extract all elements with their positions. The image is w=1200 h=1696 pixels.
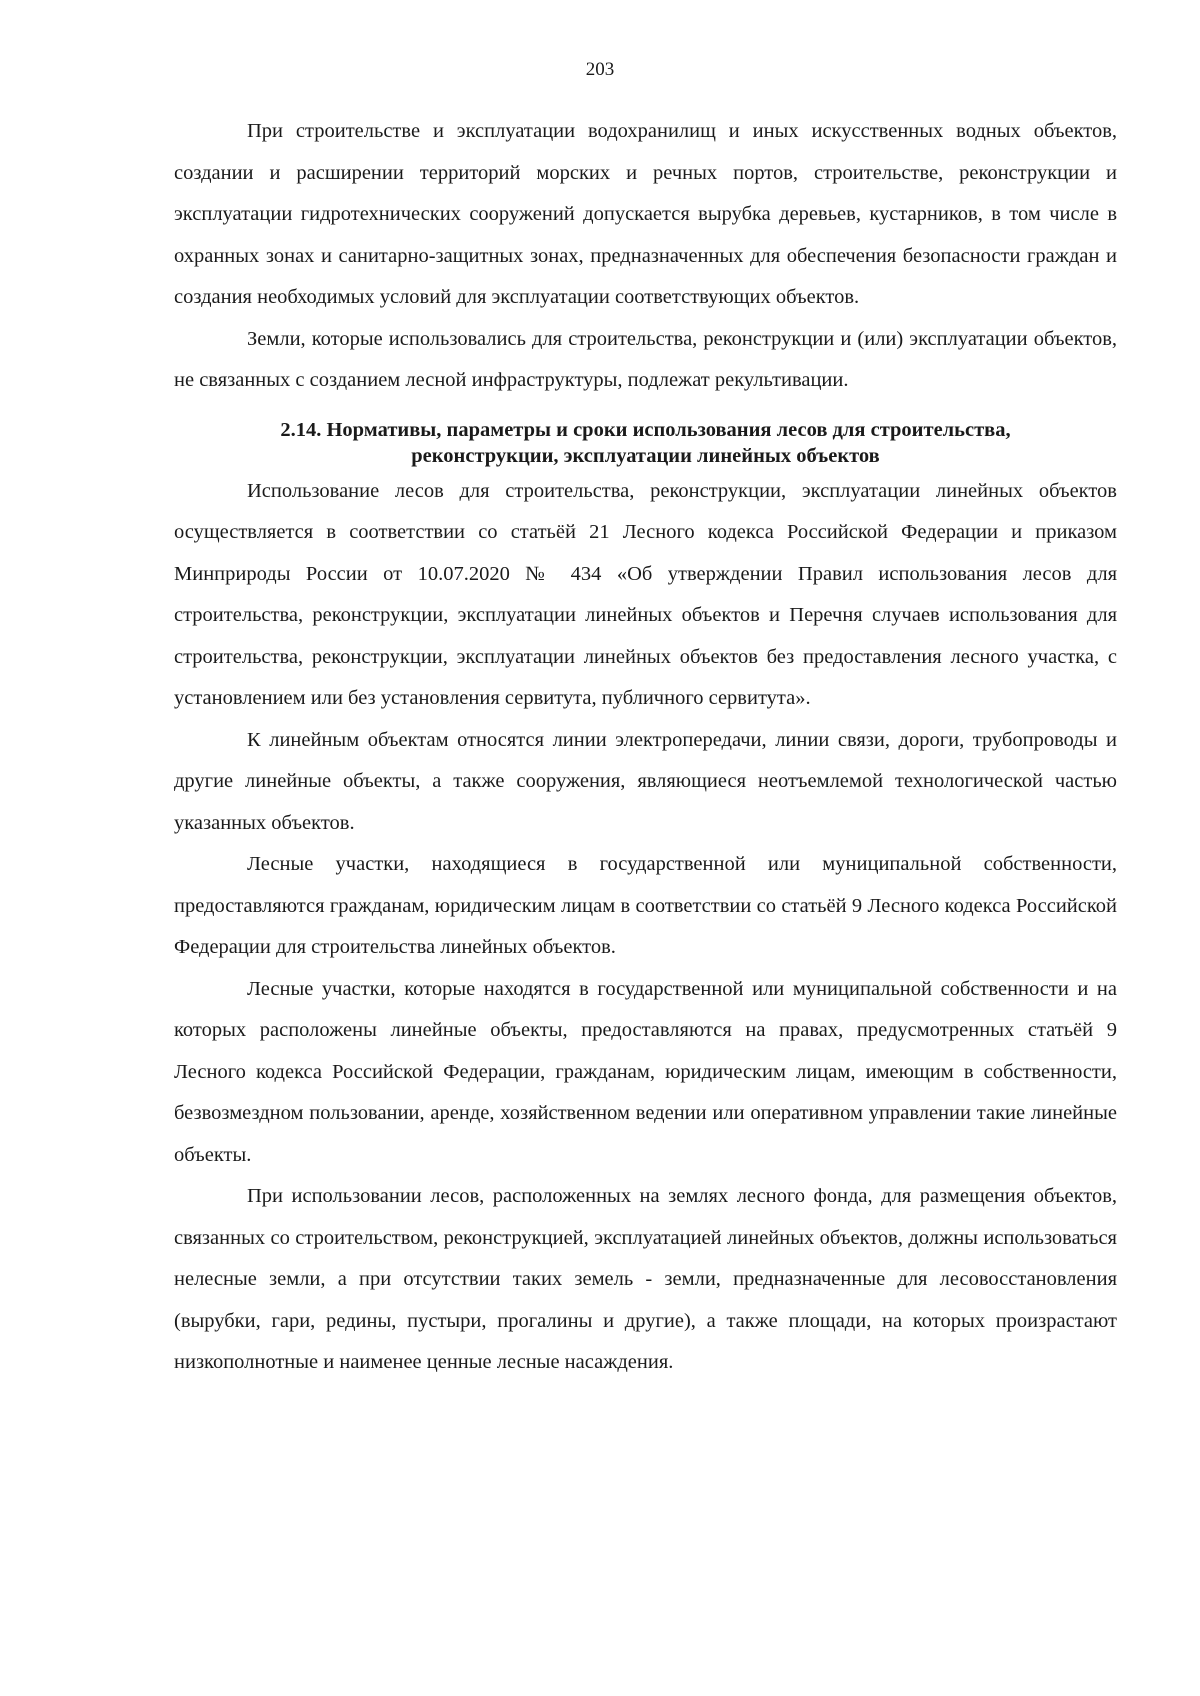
paragraph-forest-use-basis: Использование лесов для строительства, реконструкции, эксплуатации линейных объектов осуществляется в соответствии со статьёй 21 Лесного кодекса Российской Федерации и приказом Минприроды России от 10.07.2020 № 434 «Об утверждении Правил использования лесов для строительства, реконструкции, эксплуатации линейных объектов и Перечня случаев использования для строительства, реконструкции, эксплуатации линейных объектов без предоставления лесного участка, с установлением или без установления сервитута, публичного сервитута». (174, 479, 1117, 709)
paragraph-state-forest-plots: Лесные участки, находящиеся в государственной или муниципальной собственности, предоставляются гражданам, юридическим лицам в соответствии со статьёй 9 Лесного кодекса Российской Федерации для строительства линейных объектов. (174, 853, 1117, 958)
paragraph-non-forest-lands: При использовании лесов, расположенных на землях лесного фонда, для размещения объектов, связанных со строительством, реконструкцией, эксплуатацией линейных объектов, должны использоваться нелесные земли, а при отсутствии таких земель - земли, предназначенные для лесовосстановления (вырубки, гари, редины, пустыри, прогалины и другие), а также площади, на которых произрастают низкополнотные и наименее ценные лесные насаждения. (174, 1185, 1117, 1373)
page-content (174, 111, 1117, 1384)
section-heading (174, 417, 1117, 469)
section-heading-line-2: реконструкции, эксплуатации линейных объектов (411, 444, 880, 467)
paragraph-plots-with-linear-objects: Лесные участки, которые находятся в государственной или муниципальной собственности и на которых расположены линейные объекты, предоставляются на правах, предусмотренных статьёй 9 Лесного кодекса Российской Федерации, гражданам, юридическим лицам, имеющим в собственности, безвозмездном пользовании, аренде, хозяйственном ведении или оперативном управлении такие линейные объекты. (174, 977, 1117, 1166)
paragraph-land-recultivation: Земли, которые использовались для строительства, реконструкции и (или) эксплуатации объектов, не связанных с созданием лесной инфраструктуры, подлежат рекультивации. (174, 327, 1117, 391)
paragraph-reservoirs: При строительстве и эксплуатации водохранилищ и иных искусственных водных объектов, создании и расширении территорий морских и речных портов, строительстве, реконструкции и эксплуатации гидротехнических сооружений допускается вырубка деревьев, кустарников, в том числе в охранных зонах и санитарно-защитных зонах, предназначенных для обеспечения безопасности граждан и создания необходимых условий для эксплуатации соответствующих объектов. (174, 120, 1117, 308)
page-number: 203 (585, 59, 615, 80)
section-heading-line-1: 2.14. Нормативы, параметры и сроки использования лесов для строительства, (280, 418, 1011, 441)
paragraph-linear-objects-definition: К линейным объектам относятся линии электропередачи, линии связи, дороги, трубопроводы и другие линейные объекты, а также сооружения, являющиеся неотъемлемой технологической частью указанных объектов. (174, 728, 1117, 834)
